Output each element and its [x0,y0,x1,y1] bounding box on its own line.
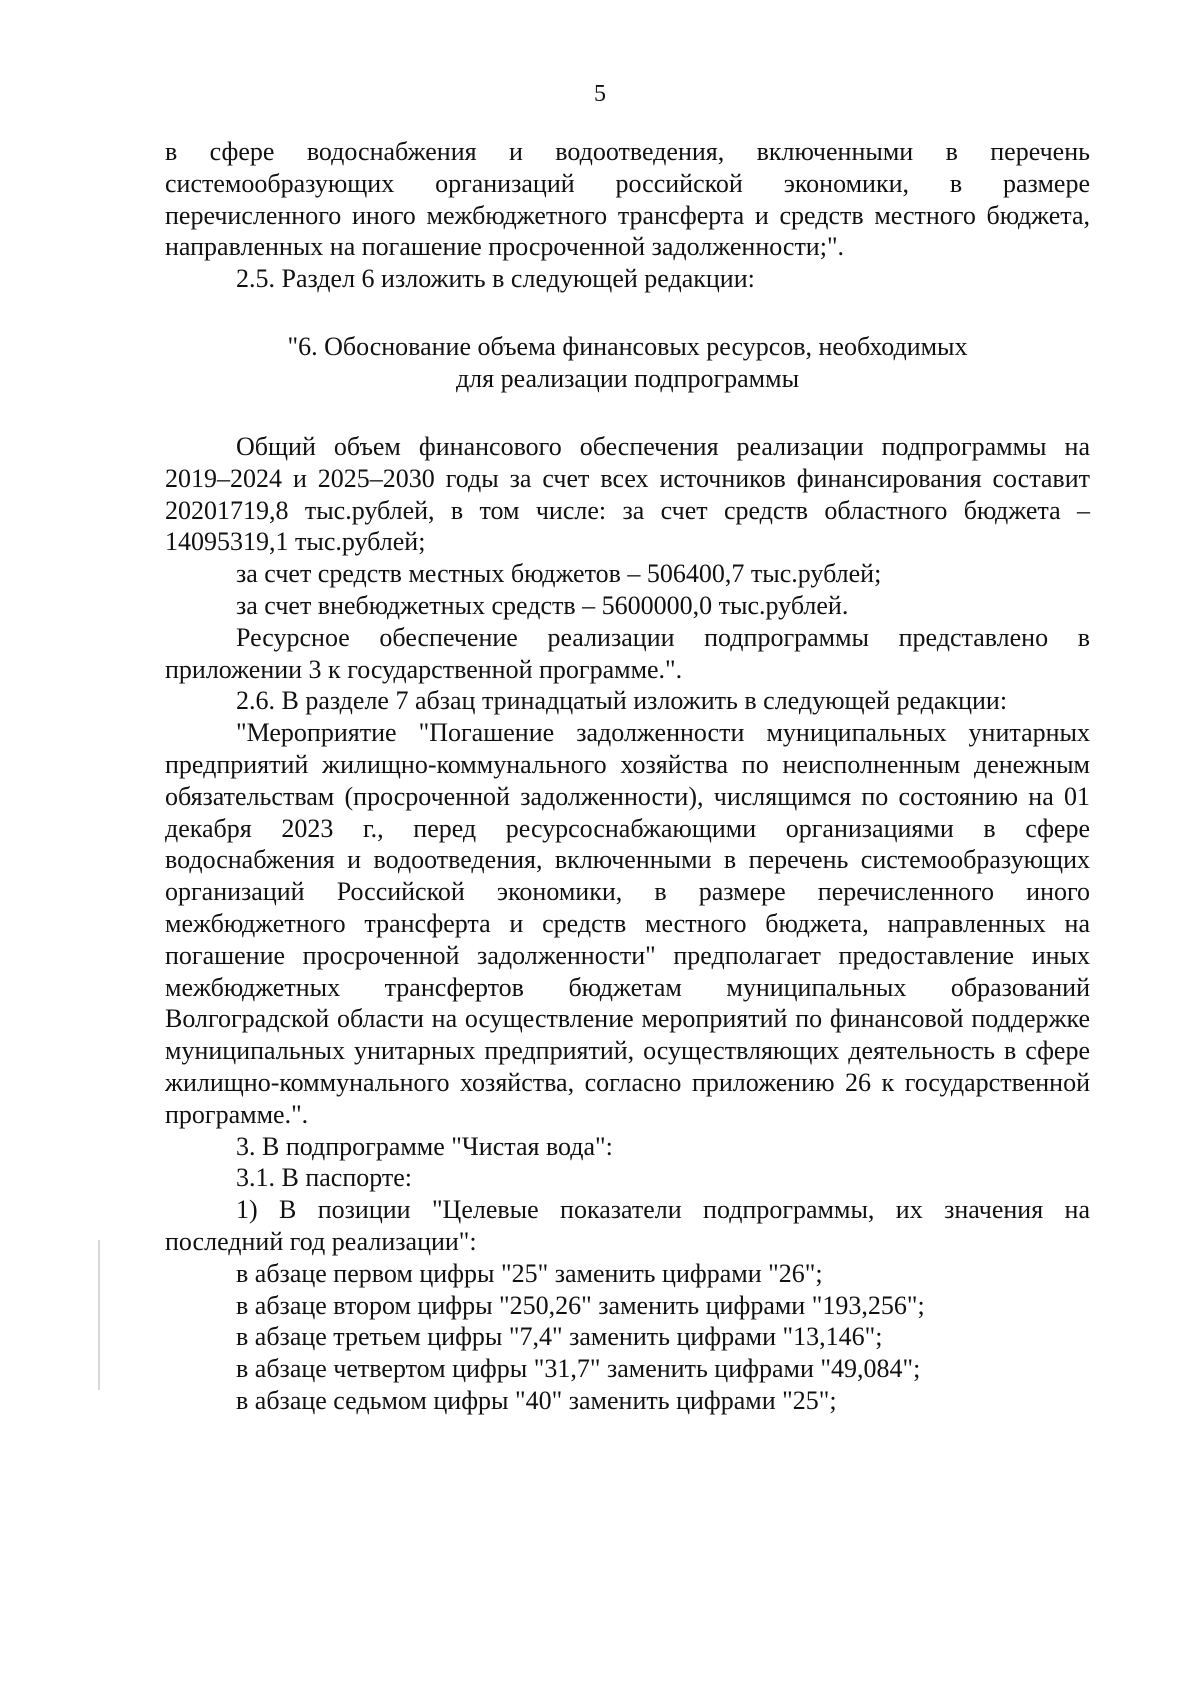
paragraph-continuation: в сфере водоснабжения и водоотведения, включенными в перечень системообразующих организаций российской экономики, в размере перечисленного иного межбюджетного трансферта и средств местного бюджета, направленных на погашение просроченной задолженности;". [165,137,1090,262]
paragraph-amendment-3: в абзаце третьем цифры "7,4" заменить цифрами "13,146"; [236,1322,883,1352]
paragraph-resource-provision: Ресурсное обеспечение реализации подпрограммы представлено в приложении 3 к государственной программе.". [165,622,1090,684]
paragraph-section-3: 3. В подпрограмме "Чистая вода": [236,1131,613,1161]
page-number: 5 [594,81,606,107]
paragraph-item-1: 1) В позиции "Целевые показатели подпрограммы, их значения на последний год реализации": [165,1195,1090,1256]
document-body [165,136,1090,1417]
paragraph-total-funding: Общий объем финансового обеспечения реализации подпрограммы на 2019–2024 и 2025–2030 годы за счет всех источников финансирования составит 20201719,8 тыс.рублей, в том числе: за счет средств областного бюджета – 14095319,1 тыс.рублей; [165,431,1090,557]
paragraph-section-2-6: 2.6. В разделе 7 абзац тринадцатый изложить в следующей редакции: [236,686,1008,716]
paragraph-amendment-2: в абзаце втором цифры "250,26" заменить цифрами "193,256"; [236,1290,925,1320]
paragraph-extrabudgetary: за счет внебюджетных средств – 5600000,0 тыс.рублей. [236,590,849,620]
scan-artifact-line [98,1240,100,1390]
paragraph-amendment-7: в абзаце седьмом цифры "40" заменить цифрами "25"; [236,1385,837,1415]
paragraph-section-2-5: 2.5. Раздел 6 изложить в следующей редакции: [236,264,755,294]
paragraph-measure-description: "Мероприятие "Погашение задолженности муниципальных унитарных предприятий жилищно-коммунального хозяйства по неисполненным денежным обязательствам (просроченной задолженности), числящимся по состоянию на 01 декабря 2023 г., перед ресурсоснабжающими организациями в сфере водоснабжения и водоотведения, включенными в перечень системообразующих организаций Российской экономики, в размере перечисленного иного межбюджетного трансферта и средств местного бюджета, направленных на погашение просроченной задолженности" предполагает предоставление иных межбюджетных трансфертов бюджетам муниципальных образований Волгоградской области на осуществление мероприятий по финансовой поддержке муниципальных унитарных предприятий, осуществляющих деятельность в сфере жилищно-коммунального хозяйства, согласно приложению 26 к государственной программе.". [165,718,1090,1129]
paragraph-amendment-4: в абзаце четвертом цифры "31,7" заменить цифрами "49,084"; [236,1354,921,1384]
paragraph-amendment-1: в абзаце первом цифры "25" заменить цифрами "26"; [236,1258,823,1288]
heading-line-2: для реализации подпрограммы [455,363,800,393]
section-heading [165,331,1090,395]
paragraph-section-3-1: 3.1. В паспорте: [236,1163,413,1193]
paragraph-local-budgets: за счет средств местных бюджетов – 506400,7 тыс.рублей; [236,559,882,589]
heading-line-1: "6. Обоснование объема финансовых ресурсов, необходимых [287,331,968,361]
